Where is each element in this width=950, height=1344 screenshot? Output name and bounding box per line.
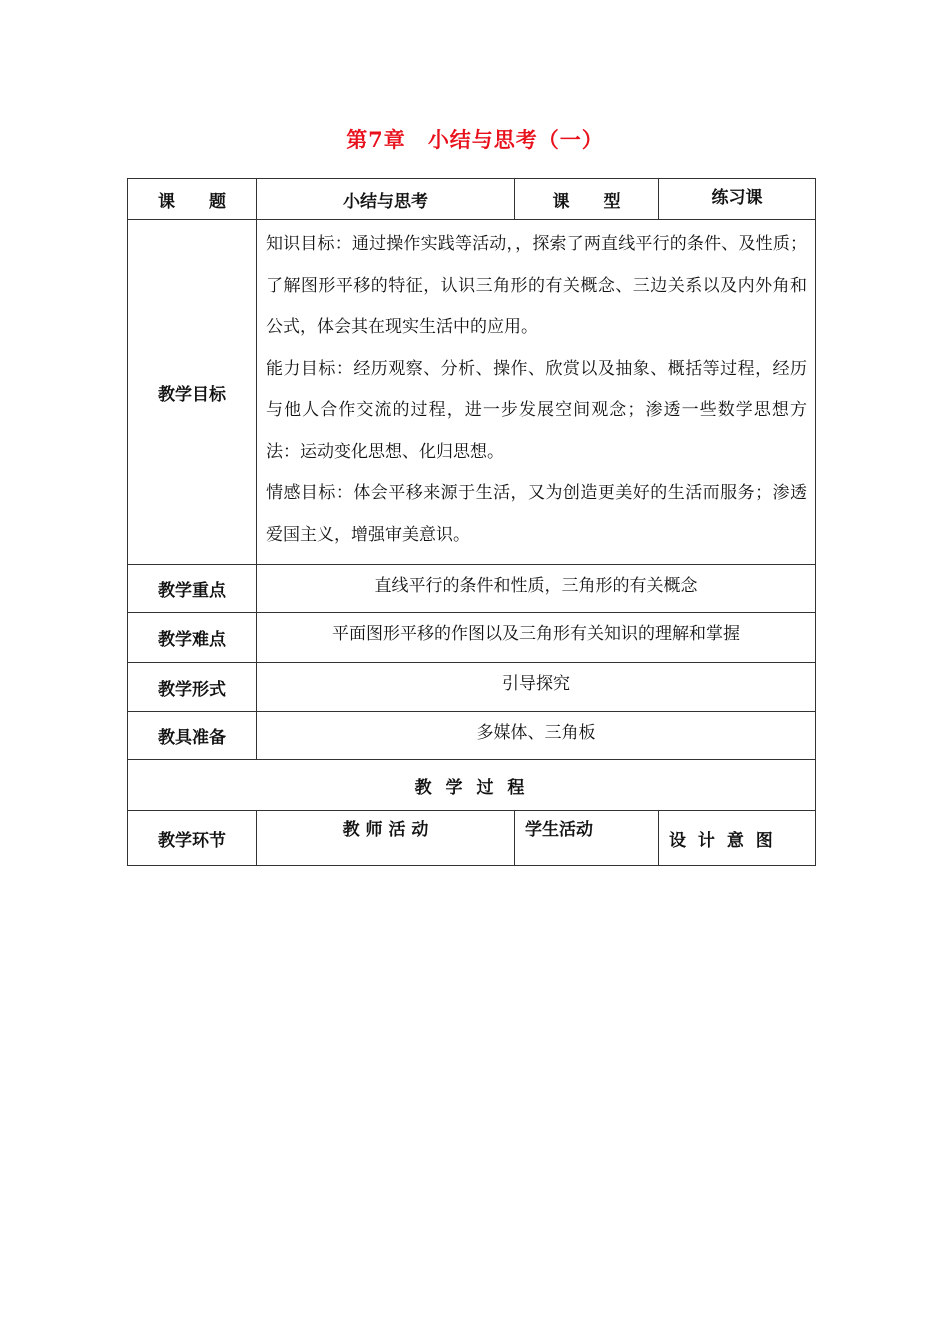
key-points-row: [128, 565, 816, 613]
difficulties-label: 教学难点: [128, 613, 257, 663]
objectives-label: 教学目标: [128, 220, 257, 565]
type-label: 课 型: [515, 179, 659, 220]
ability-goal: 能力目标：经历观察、分析、操作、欣赏以及抽象、概括等过程，经历与他人合作交流的过程，进一步发展空间观念；渗透一些数学思想方法：运动变化思想、化归思想。: [266, 358, 807, 462]
process-title: 教 学 过 程: [128, 760, 816, 811]
tools-label: 教具准备: [128, 712, 257, 760]
topic-value: 小结与思考: [257, 179, 515, 220]
lesson-plan-table: [127, 178, 816, 866]
teacher-column-header: 教 师 活 动: [257, 811, 515, 866]
intent-column-header: 设 计 意 图: [659, 811, 816, 866]
key-points-value: 直线平行的条件和性质，三角形的有关概念: [257, 565, 816, 613]
objectives-row: [128, 220, 816, 565]
process-title-row: [128, 760, 816, 811]
objectives-content: [257, 220, 816, 565]
knowledge-goal: 知识目标：通过操作实践等活动，，探索了两直线平行的条件、及性质；了解图形平移的特征，认识三角形的有关概念、三边关系以及内外角和公式，体会其在现实生活中的应用。: [266, 234, 807, 337]
tools-value: 多媒体、三角板: [257, 712, 816, 760]
form-label: 教学形式: [128, 663, 257, 712]
type-value: 练习课: [659, 179, 816, 220]
form-value: 引导探究: [257, 663, 816, 712]
stage-column-header: 教学环节: [128, 811, 257, 866]
difficulties-row: [128, 613, 816, 663]
form-row: [128, 663, 816, 712]
emotion-goal: 情感目标：体会平移来源于生活，又为创造更美好的生活而服务；渗透爱国主义，增强审美意识。: [266, 483, 807, 545]
key-points-label: 教学重点: [128, 565, 257, 613]
chapter-number: 第7章: [346, 127, 406, 152]
tools-row: [128, 712, 816, 760]
student-column-header: 学生活动: [515, 811, 659, 866]
chapter-name: 小结与思考（一）: [427, 127, 604, 152]
difficulties-value: 平面图形平移的作图以及三角形有关知识的理解和掌握: [257, 613, 816, 663]
topic-label: 课 题: [128, 179, 257, 220]
page-title: [0, 124, 950, 154]
process-header-row: [128, 811, 816, 866]
header-row: [128, 179, 816, 220]
